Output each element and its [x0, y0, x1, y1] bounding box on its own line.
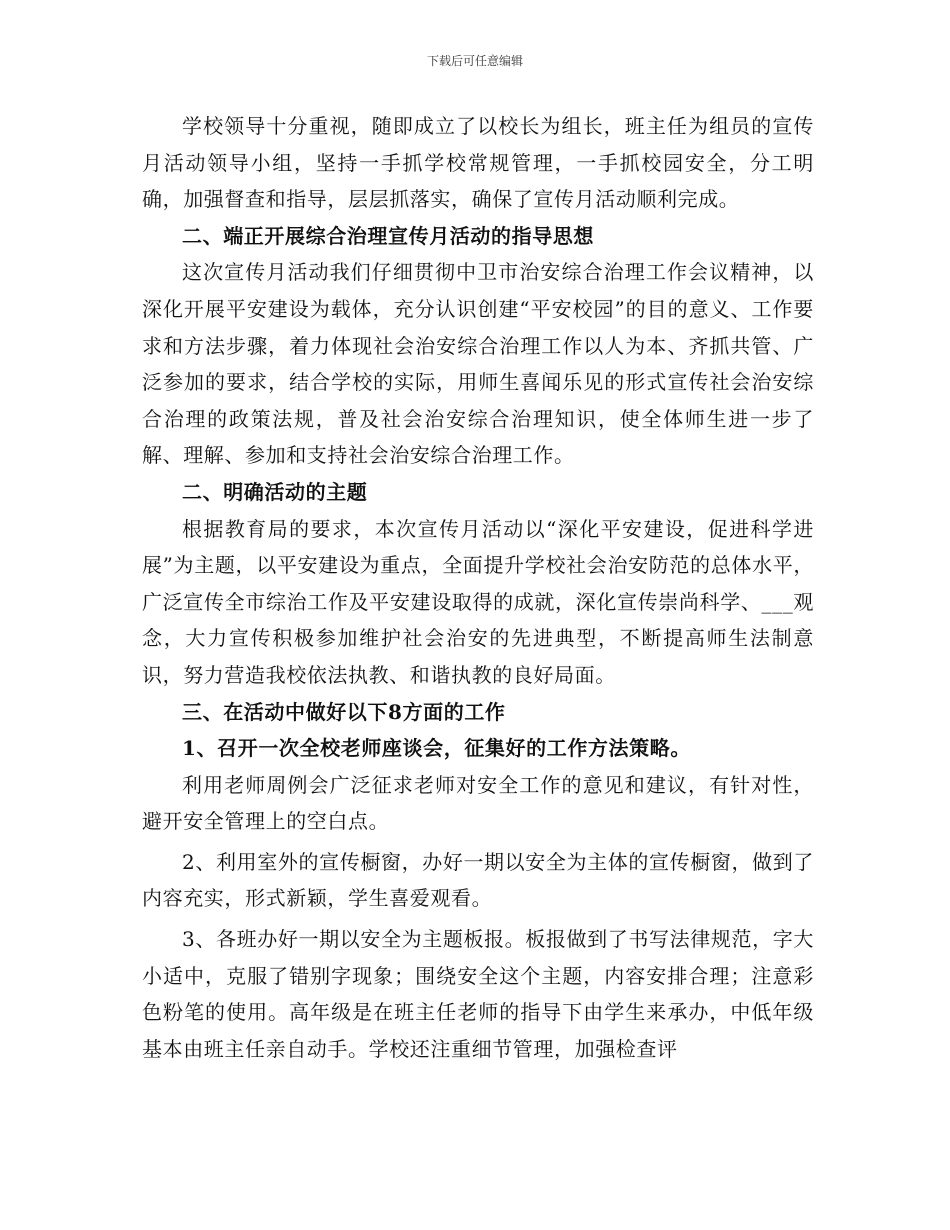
page-header-note: 下载后可任意编辑: [426, 54, 523, 68]
paragraph-leadership: 学校领导十分重视，随即成立了以校长为组长，班主任为组员的宣传月活动领导小组，坚持一手抓学校常规管理，一手抓校园安全，分工明确，加强督查和指导，层层抓落实，确保了宣传月活动顺利完成。: [142, 114, 814, 212]
document-body: [142, 108, 814, 1067]
paragraph-guiding-thought: 这次宣传月活动我们仔细贯彻中卫市治安综合治理工作会议精神，以深化开展平安建设为载体，充分认识创建“平安校园”的目的意义、工作要求和方法步骤，着力体现社会治安综合治理工作以人为本、齐抓共管、广泛参加的要求，结合学校的实际，用师生喜闻乐见的形式宣传社会治安综合治理的政策法规，普及社会治安综合治理知识，使全体师生进一步了解、理解、参加和支持社会治安综合治理工作。: [142, 260, 814, 468]
paragraph-task-2: 2、利用室外的宣传橱窗，办好一期以安全为主体的宣传橱窗，做到了内容充实，形式新颖，学生喜爱观看。: [142, 849, 814, 911]
paragraph-task-1: 利用老师周例会广泛征求老师对安全工作的意见和建议，有针对性，避开安全管理上的空白点。: [142, 772, 814, 834]
paragraph-theme: 根据教育局的要求，本次宣传月活动以“深化平安建设，促进科学进展”为主题，以平安建设为重点，全面提升学校社会治安防范的总体水平，广泛宣传全市综治工作及平安建设取得的成就，深化宣传崇尚科学、___观念，大力宣传积极参加维护社会治安的先进典型，不断提高师生法制意识，努力营造我校依法执教、和谐执教的良好局面。: [142, 516, 814, 687]
heading-theme: 二、明确活动的主题: [182, 479, 368, 504]
heading-guiding-thought: 二、端正开展综合治理宣传月活动的指导思想: [182, 223, 594, 248]
heading-task-1: 1、召开一次全校老师座谈会，征集好的工作方法策略。: [182, 736, 691, 761]
paragraph-task-3: 3、各班办好一期以安全为主题板报。板报做到了书写法律规范，字大小适中，克服了错别字现象；围绕安全这个主题，内容安排合理；注意彩色粉笔的使用。高年级是在班主任老师的指导下由学生来承办，中低年级基本由班主任亲自动手。学校还注重细节管理，加强检查评: [142, 927, 814, 1061]
heading-eight-tasks: 三、在活动中做好以下8方面的工作: [182, 699, 506, 724]
